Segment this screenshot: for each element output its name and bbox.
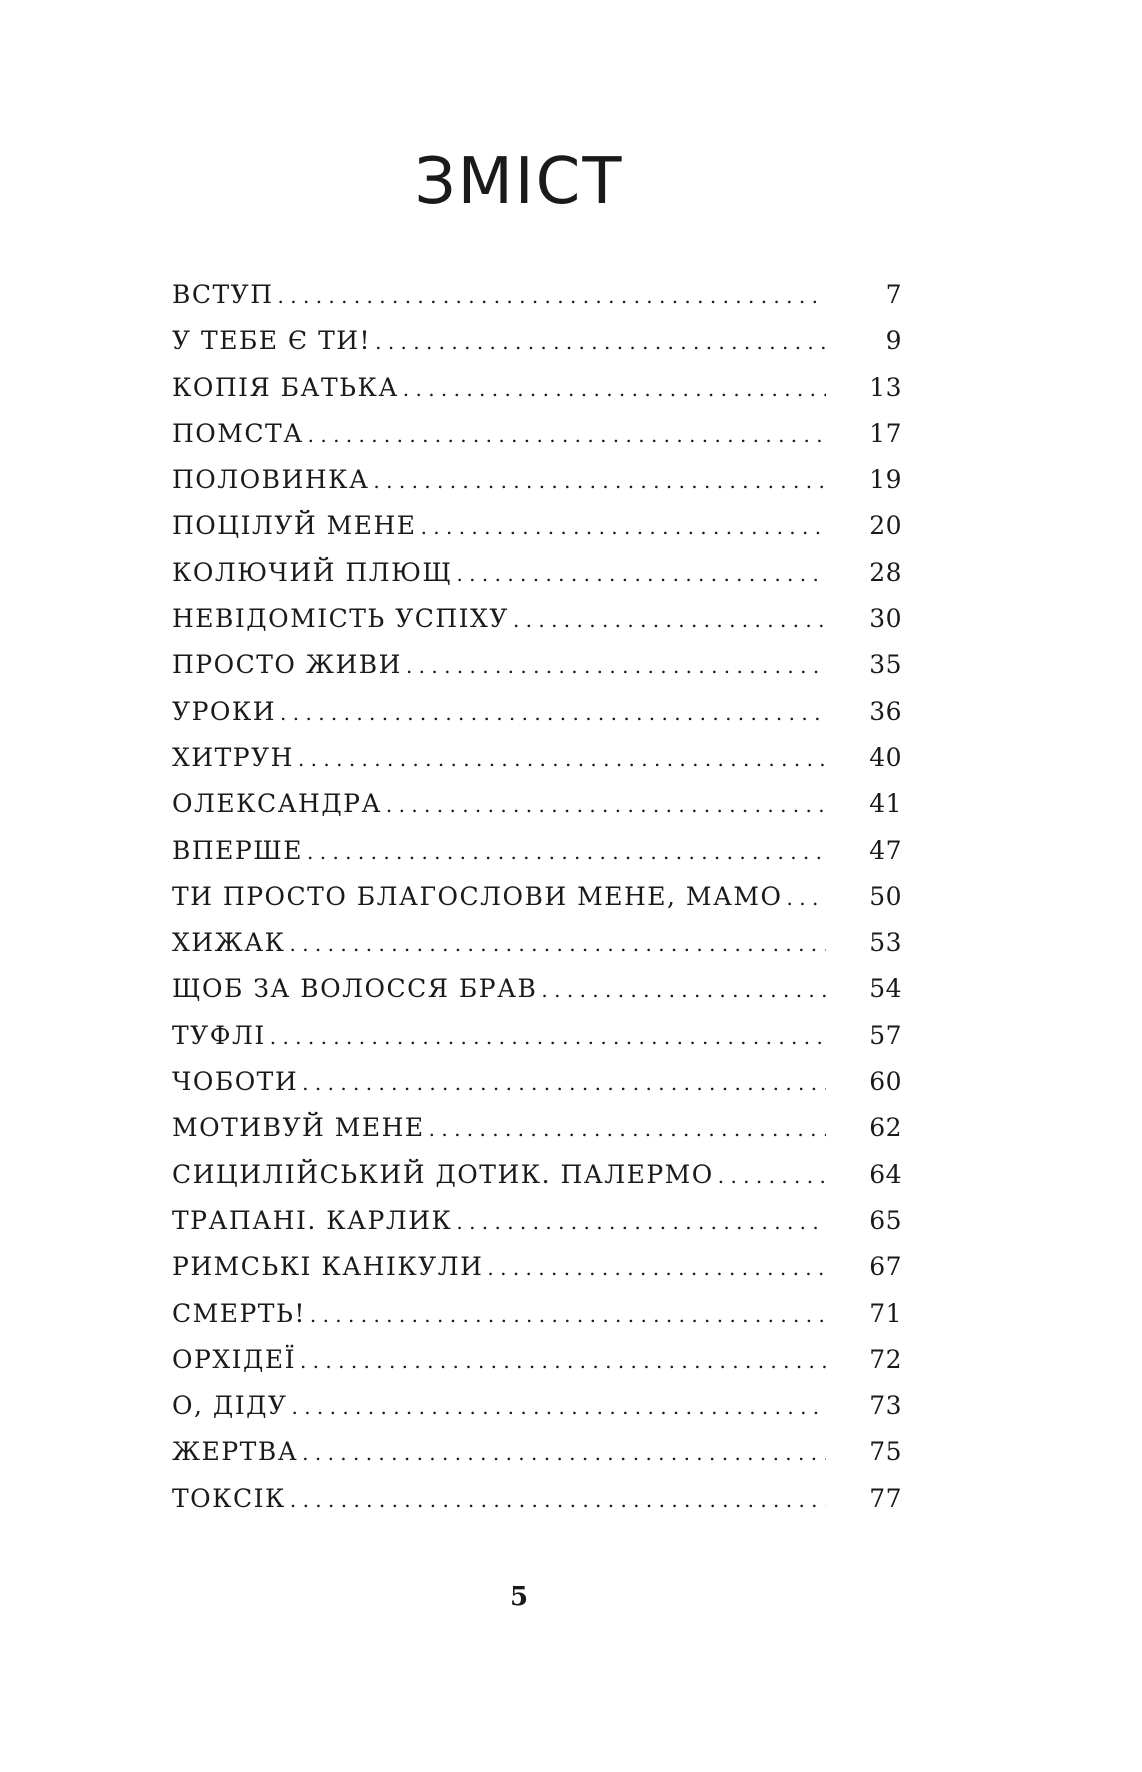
toc-entry[interactable] xyxy=(172,457,902,503)
toc-entry[interactable] xyxy=(172,920,902,966)
toc-entry[interactable] xyxy=(172,1198,902,1244)
toc-entry-page: 40 xyxy=(869,742,902,772)
toc-entry-title: КОПІЯ БАТЬКА xyxy=(172,372,399,402)
toc-leader-dots xyxy=(403,366,826,412)
toc-entry-page: 62 xyxy=(869,1113,902,1143)
toc-entry-page: 41 xyxy=(869,789,902,819)
toc-entry-title: ВПЕРШЕ xyxy=(172,835,304,865)
toc-entry[interactable] xyxy=(172,365,902,411)
toc-entry-title: СМЕРТЬ! xyxy=(172,1298,306,1328)
toc-entry-page: 13 xyxy=(869,372,902,402)
toc-leader-dots xyxy=(270,1014,826,1060)
toc-leader-dots xyxy=(375,319,826,365)
toc-entry[interactable] xyxy=(172,1337,902,1383)
toc-leader-dots xyxy=(289,921,826,967)
toc-leader-dots xyxy=(300,1338,826,1384)
toc-entry-page: 36 xyxy=(869,696,902,726)
toc-entry[interactable] xyxy=(172,874,902,920)
page-title: ЗМІСТ xyxy=(414,145,624,219)
toc-entry[interactable] xyxy=(172,781,902,827)
toc-entry-page: 20 xyxy=(869,511,902,541)
toc-entry-title: ТРАПАНІ. КАРЛИК xyxy=(172,1205,453,1235)
toc-entry-page: 50 xyxy=(869,881,902,911)
toc-entry-page: 77 xyxy=(869,1483,902,1513)
toc-entry[interactable] xyxy=(172,1476,902,1522)
toc-leader-dots xyxy=(456,551,826,597)
toc-entry-page: 30 xyxy=(869,604,902,634)
toc-entry[interactable] xyxy=(172,318,902,364)
toc-leader-dots xyxy=(278,273,826,319)
toc-entry-page: 9 xyxy=(885,326,902,356)
toc-entry[interactable] xyxy=(172,689,902,735)
toc-entry-page: 54 xyxy=(869,974,902,1004)
toc-entry-title: ОЛЕКСАНДРА xyxy=(172,789,382,819)
toc-entry[interactable] xyxy=(172,828,902,874)
toc-entry[interactable] xyxy=(172,1059,902,1105)
toc-leader-dots xyxy=(429,1106,826,1152)
toc-entry[interactable] xyxy=(172,1429,902,1475)
toc-leader-dots xyxy=(280,690,826,736)
toc-entry[interactable] xyxy=(172,1013,902,1059)
toc-leader-dots xyxy=(302,1430,826,1476)
toc-entry-title: ВСТУП xyxy=(172,280,274,309)
toc-entry-page: 73 xyxy=(869,1391,902,1421)
toc-entry-page: 28 xyxy=(869,557,902,587)
toc-entry-title: ЖЕРТВА xyxy=(172,1437,299,1467)
toc-entry-page: 19 xyxy=(869,465,902,495)
toc-entry-page: 71 xyxy=(869,1298,902,1328)
toc-leader-dots xyxy=(541,967,826,1013)
toc-leader-dots xyxy=(718,1153,826,1199)
toc-entry-title: НЕВІДОМІСТЬ УСПІХУ xyxy=(172,604,509,634)
toc-entry[interactable] xyxy=(172,735,902,781)
toc-leader-dots xyxy=(487,1245,826,1291)
toc-entry-page: 7 xyxy=(885,280,902,309)
toc-entry[interactable] xyxy=(172,596,902,642)
toc-leader-dots xyxy=(406,643,826,689)
toc-entry[interactable] xyxy=(172,503,902,549)
toc-entry-title: ПРОСТО ЖИВИ xyxy=(172,650,402,680)
toc-leader-dots xyxy=(310,1292,826,1338)
toc-entry[interactable] xyxy=(172,966,902,1012)
toc-entry-title: ЩОБ ЗА ВОЛОССЯ БРАВ xyxy=(172,974,538,1004)
toc-entry-page: 72 xyxy=(869,1344,902,1374)
toc-entry[interactable] xyxy=(172,1152,902,1198)
toc-leader-dots xyxy=(386,782,826,828)
toc-entry-title: ТОКСІК xyxy=(172,1483,286,1513)
toc-entry[interactable] xyxy=(172,642,902,688)
toc-leader-dots xyxy=(373,458,826,504)
toc-entry-page: 57 xyxy=(869,1020,902,1050)
toc-leader-dots xyxy=(308,412,826,458)
toc-entry-title: УРОКИ xyxy=(172,696,277,726)
page-number: 5 xyxy=(509,1582,529,1612)
toc-entry-title: ХИЖАК xyxy=(172,928,286,958)
toc-entry-page: 53 xyxy=(869,928,902,958)
toc-entry-title: ТУФЛІ xyxy=(172,1020,266,1050)
toc-entry-page: 17 xyxy=(869,418,902,448)
toc-entry-title: КОЛЮЧИЙ ПЛЮЩ xyxy=(172,557,453,587)
toc-leader-dots xyxy=(298,736,826,782)
toc-entry-title: О, ДІДУ xyxy=(172,1391,288,1421)
toc-entry-title: ПОЦІЛУЙ МЕНЕ xyxy=(172,511,417,541)
toc-leader-dots xyxy=(513,597,826,643)
toc-leader-dots xyxy=(421,504,826,550)
toc-entry-title: ХИТРУН xyxy=(172,742,294,772)
toc-entry-page: 75 xyxy=(869,1437,902,1467)
toc-entry-title: ПОЛОВИНКА xyxy=(172,465,370,495)
toc-leader-dots xyxy=(787,875,826,921)
toc-leader-dots xyxy=(302,1060,826,1106)
toc-entry-page: 35 xyxy=(869,650,902,680)
toc-leader-dots xyxy=(291,1384,826,1430)
toc-entry-title: СИЦИЛІЙСЬКИЙ ДОТИК. ПАЛЕРМО xyxy=(172,1159,714,1189)
toc-entry-title: ТИ ПРОСТО БЛАГОСЛОВИ МЕНЕ, МАМО xyxy=(172,881,783,911)
toc-entry[interactable] xyxy=(172,550,902,596)
toc-leader-dots xyxy=(307,829,826,875)
toc-entry-title: У ТЕБЕ Є ТИ! xyxy=(172,326,372,356)
toc-entry[interactable] xyxy=(172,1383,902,1429)
toc-entry-title: ПОМСТА xyxy=(172,418,304,448)
toc-leader-dots xyxy=(290,1477,826,1523)
toc-entry-page: 47 xyxy=(869,835,902,865)
toc-entry[interactable] xyxy=(172,1244,902,1290)
toc-entry-page: 67 xyxy=(869,1252,902,1282)
toc-leader-dots xyxy=(456,1199,826,1245)
toc-entry[interactable] xyxy=(172,272,902,318)
toc-entry-title: ОРХІДЕЇ xyxy=(172,1344,296,1374)
toc-entry-title: ЧОБОТИ xyxy=(172,1067,299,1097)
toc-entry[interactable] xyxy=(172,1291,902,1337)
toc-entry-page: 64 xyxy=(869,1159,902,1189)
toc-entry[interactable] xyxy=(172,411,902,457)
toc-entry-page: 60 xyxy=(869,1067,902,1097)
toc-entry-page: 65 xyxy=(869,1205,902,1235)
toc-entry-title: РИМСЬКІ КАНІКУЛИ xyxy=(172,1252,484,1282)
table-of-contents xyxy=(172,272,902,1522)
toc-entry-title: МОТИВУЙ МЕНЕ xyxy=(172,1113,425,1143)
toc-entry[interactable] xyxy=(172,1105,902,1151)
